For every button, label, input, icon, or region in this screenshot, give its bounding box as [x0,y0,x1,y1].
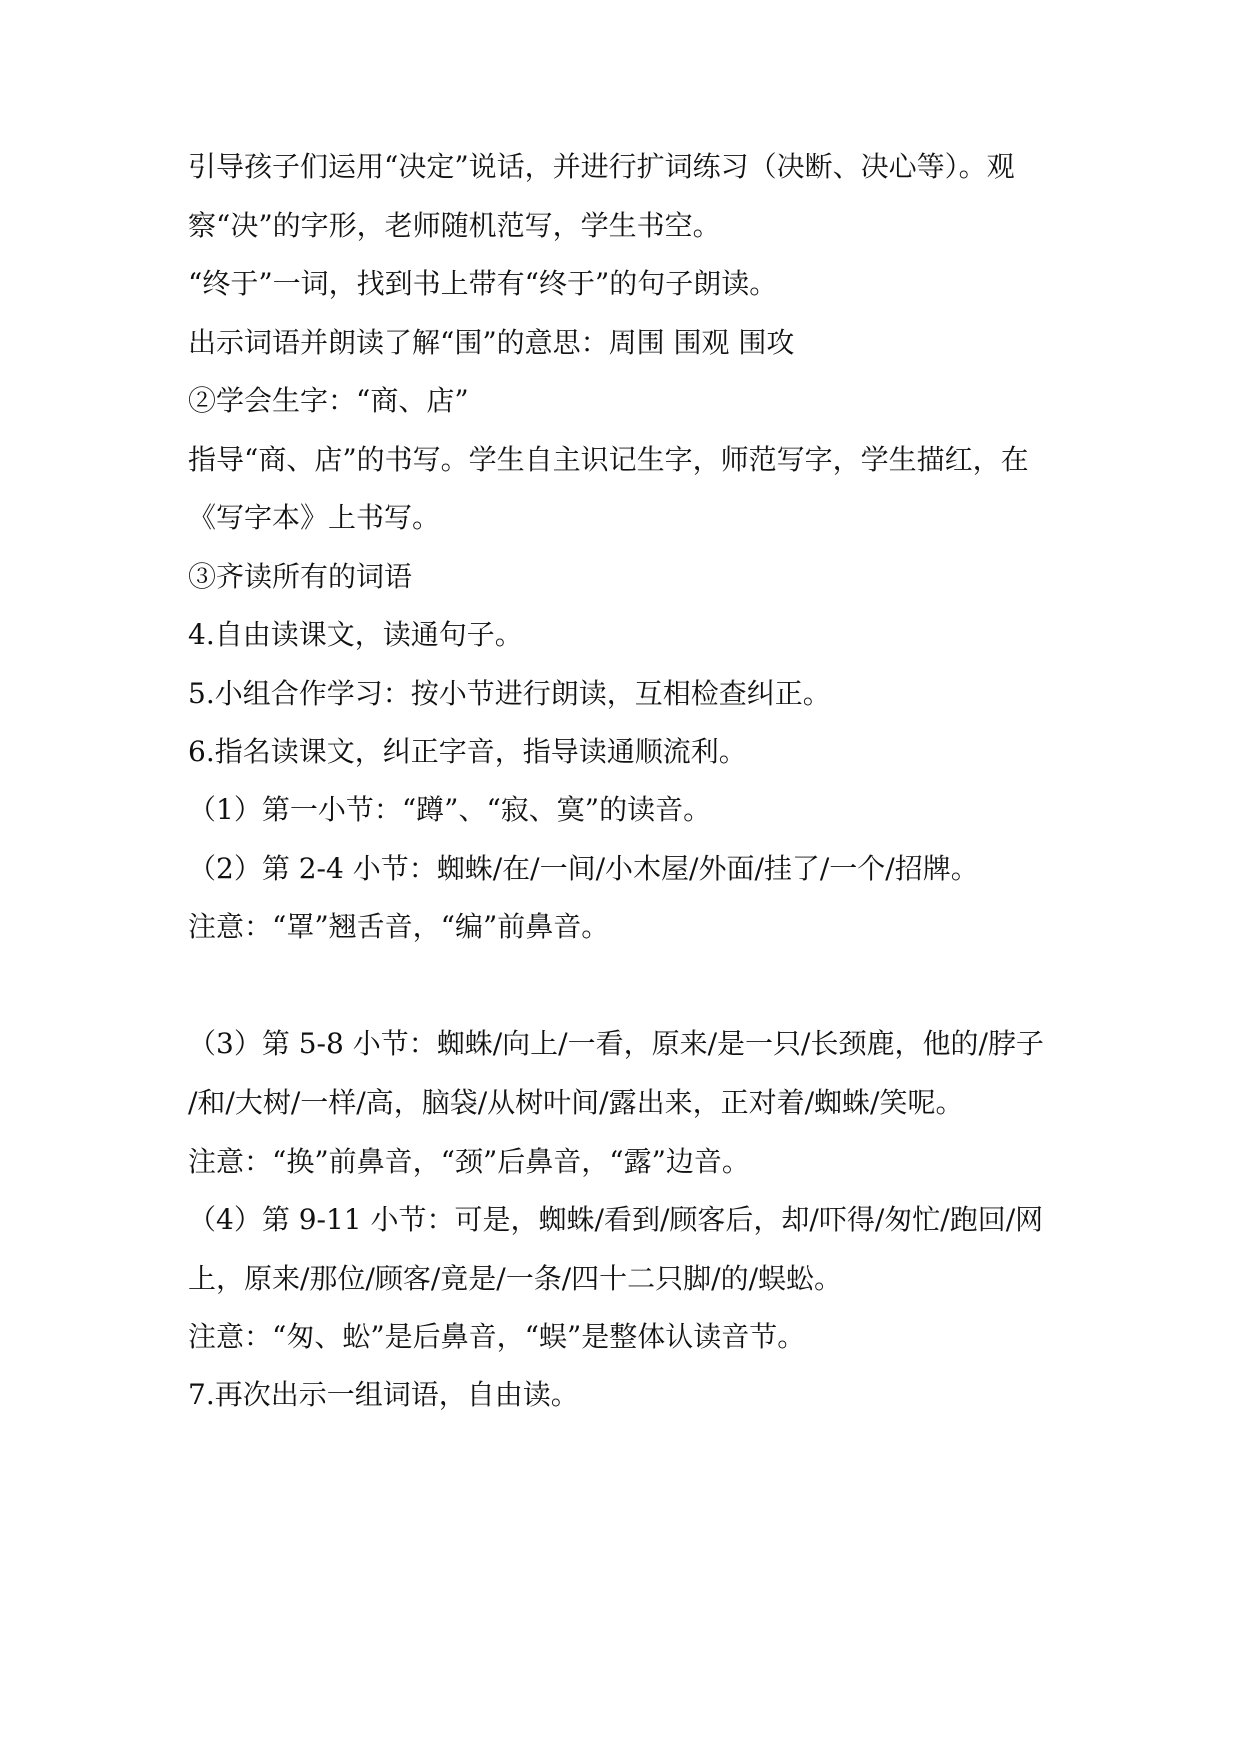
text-line: 注意：“罩”翘舌音，“编”前鼻音。 [188,910,610,943]
text-line: /和/大树/一样/高，脑袋/从树叶间/露出来，正对着/蜘蛛/笑呢。 [188,1086,964,1119]
text-line: （4）第 9-11 小节：可是，蜘蛛/看到/顾客后，却/吓得/匆忙/跑回/网 [188,1203,1044,1236]
text-line: ③齐读所有的词语 [188,560,413,593]
text-line: 指导“商、店”的书写。学生自主识记生字，师范写字，学生描红，在 [188,443,1029,476]
text-line: 注意：“匆、蚣”是后鼻音，“蜈”是整体认读音节。 [188,1320,806,1353]
text-line: （2）第 2-4 小节：蜘蛛/在/一间/小木屋/外面/挂了/一个/招牌。 [188,852,979,885]
text-line: 上，原来/那位/顾客/竟是/一条/四十二只脚/的/蜈蚣。 [188,1262,843,1295]
text-line: 5.小组合作学习：按小节进行朗读，互相检查纠正。 [188,677,831,710]
text-line: 出示词语并朗读了解“围”的意思：周围 围观 围攻 [188,326,795,359]
text-line: 4.自由读课文，读通句子。 [188,618,523,651]
text-line: 察“决”的字形，老师随机范写，学生书空。 [188,209,721,242]
text-line: 注意：“换”前鼻音，“颈”后鼻音，“露”边音。 [188,1145,750,1178]
text-line: 引导孩子们运用“决定”说话，并进行扩词练习（决断、决心等）。观 [188,150,1015,183]
text-line: （1）第一小节：“蹲”、“寂、寞”的读音。 [188,793,712,826]
text-line: （3）第 5-8 小节：蜘蛛/向上/一看，原来/是一只/长颈鹿，他的/脖子 [188,1027,1044,1060]
text-line: 《写字本》上书写。 [188,501,441,534]
text-line: “终于”一词，找到书上带有“终于”的句子朗读。 [188,267,778,300]
text-line: 6.指名读课文，纠正字音，指导读通顺流利。 [188,735,747,768]
text-line: 7.再次出示一组词语，自由读。 [188,1378,579,1411]
text-line: ②学会生字：“商、店” [188,384,469,417]
